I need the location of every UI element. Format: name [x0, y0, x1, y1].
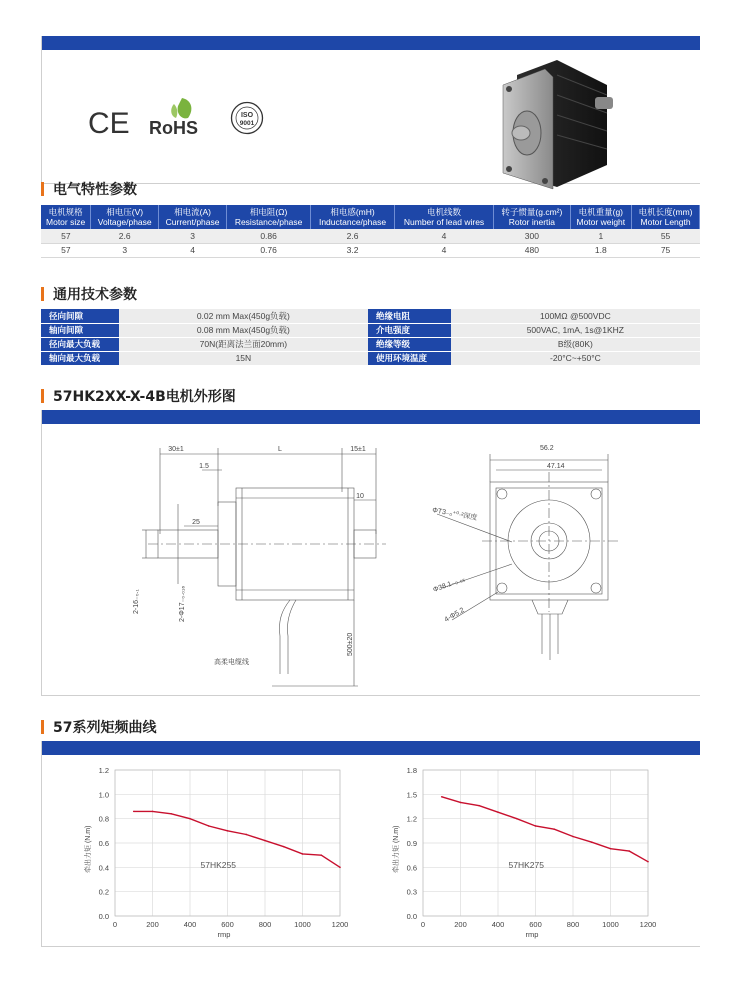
data-point [478, 805, 480, 807]
x-tick-label: 400 [491, 920, 505, 929]
section-title-text: 57HK2XX-X-4B电机外形图 [53, 389, 236, 405]
series-label: 57HK255 [200, 860, 236, 871]
x-tick-label: 0 [420, 920, 426, 929]
data-point [553, 828, 555, 830]
spec-header-en: Number of lead wires [403, 217, 485, 227]
data-point [133, 811, 135, 813]
spec-header-cn: 电机长度(mm) [638, 207, 693, 217]
leaf-icon [178, 98, 192, 118]
data-point [189, 818, 191, 820]
spec-cell: 55 [632, 229, 700, 243]
general-value: B级(80K) [451, 337, 700, 351]
section-marker [41, 389, 44, 403]
general-value: 500VAC, 1mA, 1s@1KHZ [451, 323, 700, 337]
x-tick-label: 600 [529, 920, 542, 929]
spec-header-cell [311, 205, 395, 229]
dim-10: 10 [356, 493, 364, 500]
data-point [302, 853, 304, 855]
chart-bar [42, 741, 700, 755]
y-tick-label: 0.9 [406, 839, 417, 848]
general-label: 径向最大负载 [41, 337, 119, 351]
general-label: 使用环境温度 [368, 351, 451, 365]
dim-25: 25 [192, 519, 200, 526]
section-title-text: 电气特性参数 [53, 182, 137, 198]
data-point [572, 836, 574, 838]
spec-cell: 300 [494, 229, 570, 243]
data-point [152, 811, 154, 813]
torque-chart-57hk255 [70, 762, 360, 948]
spec-header-en: Motor weight [576, 217, 626, 227]
general-value: 70N(距离法兰面20mm) [119, 337, 368, 351]
spec-cell: 3 [91, 243, 159, 257]
spec-cell: 2.6 [311, 229, 395, 243]
data-point [497, 811, 499, 813]
y-tick-label: 0.2 [98, 887, 109, 897]
general-value: 100MΩ @500VDC [451, 309, 700, 323]
spec-header-cn: 电机线数 [427, 207, 462, 217]
y-axis-label: 牵出力矩 (N.m) [85, 825, 92, 873]
x-axis-label: rmp [525, 930, 539, 939]
data-point [628, 850, 630, 852]
spec-header-en: Motor Length [640, 217, 691, 227]
spec-header-cn: 相电阻(Ω) [249, 207, 288, 217]
dim-shaft1: 2-16₋₀.₁ [133, 589, 140, 614]
motor-image [495, 55, 625, 195]
data-point [227, 830, 229, 832]
y-tick-label: 0.3 [406, 887, 417, 897]
general-value: 0.08 mm Max(450g负载) [119, 323, 368, 337]
dim-phi-38: Φ38.1₋₀.₀₅ [432, 575, 467, 594]
torque-chart-57hk275 [378, 762, 668, 948]
dim-1-5: 1.5 [199, 463, 209, 470]
y-tick-label: 0.0 [406, 912, 417, 921]
spec-cell: 57 [41, 243, 91, 257]
y-tick-label: 0.6 [406, 863, 417, 873]
dim-15: 15±1 [350, 446, 366, 453]
torque-curve [134, 811, 340, 867]
spec-cell: 0.86 [227, 229, 311, 243]
data-point [339, 867, 341, 869]
drawing-bar [42, 410, 700, 424]
spec-cell: 0.76 [227, 243, 311, 257]
general-label: 绝缘等级 [368, 337, 451, 351]
x-tick-label: 600 [221, 920, 234, 929]
section-title-text: 通用技术参数 [53, 287, 137, 303]
spec-table [41, 205, 700, 258]
general-label: 径向间隙 [41, 309, 119, 323]
ce-logo [88, 106, 132, 136]
torque-curve [442, 797, 648, 862]
dim-L: L [278, 446, 282, 453]
general-label: 轴向间隙 [41, 323, 119, 337]
section-marker [41, 182, 44, 196]
data-point [283, 846, 285, 848]
data-point [535, 825, 537, 827]
data-point [170, 813, 172, 815]
x-axis-label: rmp [217, 930, 231, 939]
cable-label: 高柔电缆线 [214, 659, 249, 666]
section-title-text: 57系列矩频曲线 [53, 720, 157, 736]
spec-header-en: Voltage/phase [97, 217, 152, 227]
spec-header-cell [227, 205, 311, 229]
spec-header-cell [41, 205, 91, 229]
y-tick-label: 1.2 [98, 766, 109, 775]
spec-table-row [41, 243, 700, 257]
spec-header-cn: 转子惯量(g.cm²) [501, 207, 563, 217]
iso-top-text: ISO [240, 112, 254, 119]
y-tick-label: 0.8 [98, 814, 109, 824]
y-tick-label: 0.4 [98, 863, 109, 873]
dim-phi-t3: ΦT3₋₀⁺⁰·²深度 [431, 507, 478, 522]
general-table-row [41, 351, 700, 365]
spec-cell: 75 [632, 243, 700, 257]
x-tick-label: 1200 [639, 920, 657, 929]
y-tick-label: 0.0 [98, 912, 109, 921]
spec-cell: 4 [394, 229, 493, 243]
spec-header-cn: 相电压(V) [106, 207, 144, 217]
section-title-torque [41, 717, 156, 737]
section-title-electrical [41, 179, 137, 199]
general-label: 绝缘电阻 [368, 309, 451, 323]
spec-header-cell [570, 205, 632, 229]
spec-cell: 3 [159, 229, 227, 243]
spec-header-en: Inductance/phase [318, 217, 387, 227]
spec-cell: 3.2 [311, 243, 395, 257]
data-point [320, 854, 322, 856]
general-table-row [41, 323, 700, 337]
data-point [264, 840, 266, 842]
x-tick-label: 0 [112, 920, 118, 929]
spec-header-cell [159, 205, 227, 229]
data-point [647, 861, 649, 863]
section-marker [41, 287, 44, 301]
x-tick-label: 1200 [331, 920, 349, 929]
spec-cell: 57 [41, 229, 91, 243]
section-title-dimension [41, 386, 236, 406]
y-tick-label: 0.6 [98, 839, 109, 848]
data-point [610, 848, 612, 850]
spec-header-cn: 相电流(A) [174, 207, 211, 217]
spec-header-en: Current/phase [165, 217, 220, 227]
spec-table-row [41, 229, 700, 243]
dim-sq-47: 47.14 [547, 463, 565, 470]
spec-header-cell [494, 205, 570, 229]
spec-cell: 1 [570, 229, 632, 243]
spec-header-cell [394, 205, 493, 229]
rohs-text: RoHS [149, 118, 198, 138]
rohs-logo [148, 96, 212, 138]
y-tick-label: 1.8 [406, 766, 417, 775]
iso-num-text: 9001 [239, 120, 255, 127]
spec-header-cn: 电机重量(g) [578, 207, 624, 217]
x-tick-label: 200 [454, 920, 467, 929]
x-tick-label: 800 [258, 920, 272, 929]
spec-header-en: Motor size [46, 217, 86, 227]
x-tick-label: 800 [566, 920, 580, 929]
spec-cell: 4 [394, 243, 493, 257]
data-point [208, 825, 210, 827]
general-table-row [41, 309, 700, 323]
spec-cell: 480 [494, 243, 570, 257]
spec-cell: 1.8 [570, 243, 632, 257]
general-table [41, 309, 700, 366]
general-value: -20°C~+50°C [451, 351, 700, 365]
iso-logo [230, 101, 264, 135]
spec-cell: 4 [159, 243, 227, 257]
general-label: 轴向最大负载 [41, 351, 119, 365]
dim-500: 500±20 [347, 632, 354, 656]
dim-30: 30±1 [168, 446, 184, 453]
dim-sq-56: 56.2 [540, 445, 554, 452]
y-tick-label: 1.0 [98, 790, 109, 800]
data-point [245, 834, 247, 836]
section-title-general [41, 284, 137, 304]
data-point [516, 818, 518, 820]
spec-header-cell [632, 205, 700, 229]
spec-header-cn: 电机规格 [48, 207, 83, 217]
data-point [591, 841, 593, 843]
x-tick-label: 400 [183, 920, 197, 929]
x-tick-label: 1000 [602, 920, 619, 929]
dim-shaft2: 2-Φ17₋₀.₀₁₆ [179, 585, 186, 622]
y-tick-label: 1.2 [406, 814, 417, 824]
general-value: 15N [119, 351, 368, 365]
header-bar [42, 36, 700, 50]
spec-header-cell [91, 205, 159, 229]
spec-cell: 2.6 [91, 229, 159, 243]
section-marker [41, 720, 44, 734]
spec-header-en: Resistance/phase [234, 217, 303, 227]
general-label: 介电强度 [368, 323, 451, 337]
ce-logo-text: CE [88, 107, 130, 136]
spec-header-cn: 相电感(mH) [330, 207, 375, 217]
general-table-row [41, 337, 700, 351]
data-point [441, 796, 443, 798]
data-point [460, 802, 462, 804]
x-tick-label: 200 [146, 920, 159, 929]
y-tick-label: 1.5 [406, 790, 417, 800]
x-tick-label: 1000 [294, 920, 311, 929]
y-axis-label: 牵出力矩 (N.m) [393, 825, 400, 873]
dim-holes: 4-Φ5.2 [443, 606, 466, 624]
general-value: 0.02 mm Max(450g负载) [119, 309, 368, 323]
series-label: 57HK275 [508, 860, 544, 871]
spec-header-en: Rotor inertia [508, 217, 556, 227]
spec-table-header [41, 205, 700, 229]
dimension-drawing [42, 424, 700, 694]
